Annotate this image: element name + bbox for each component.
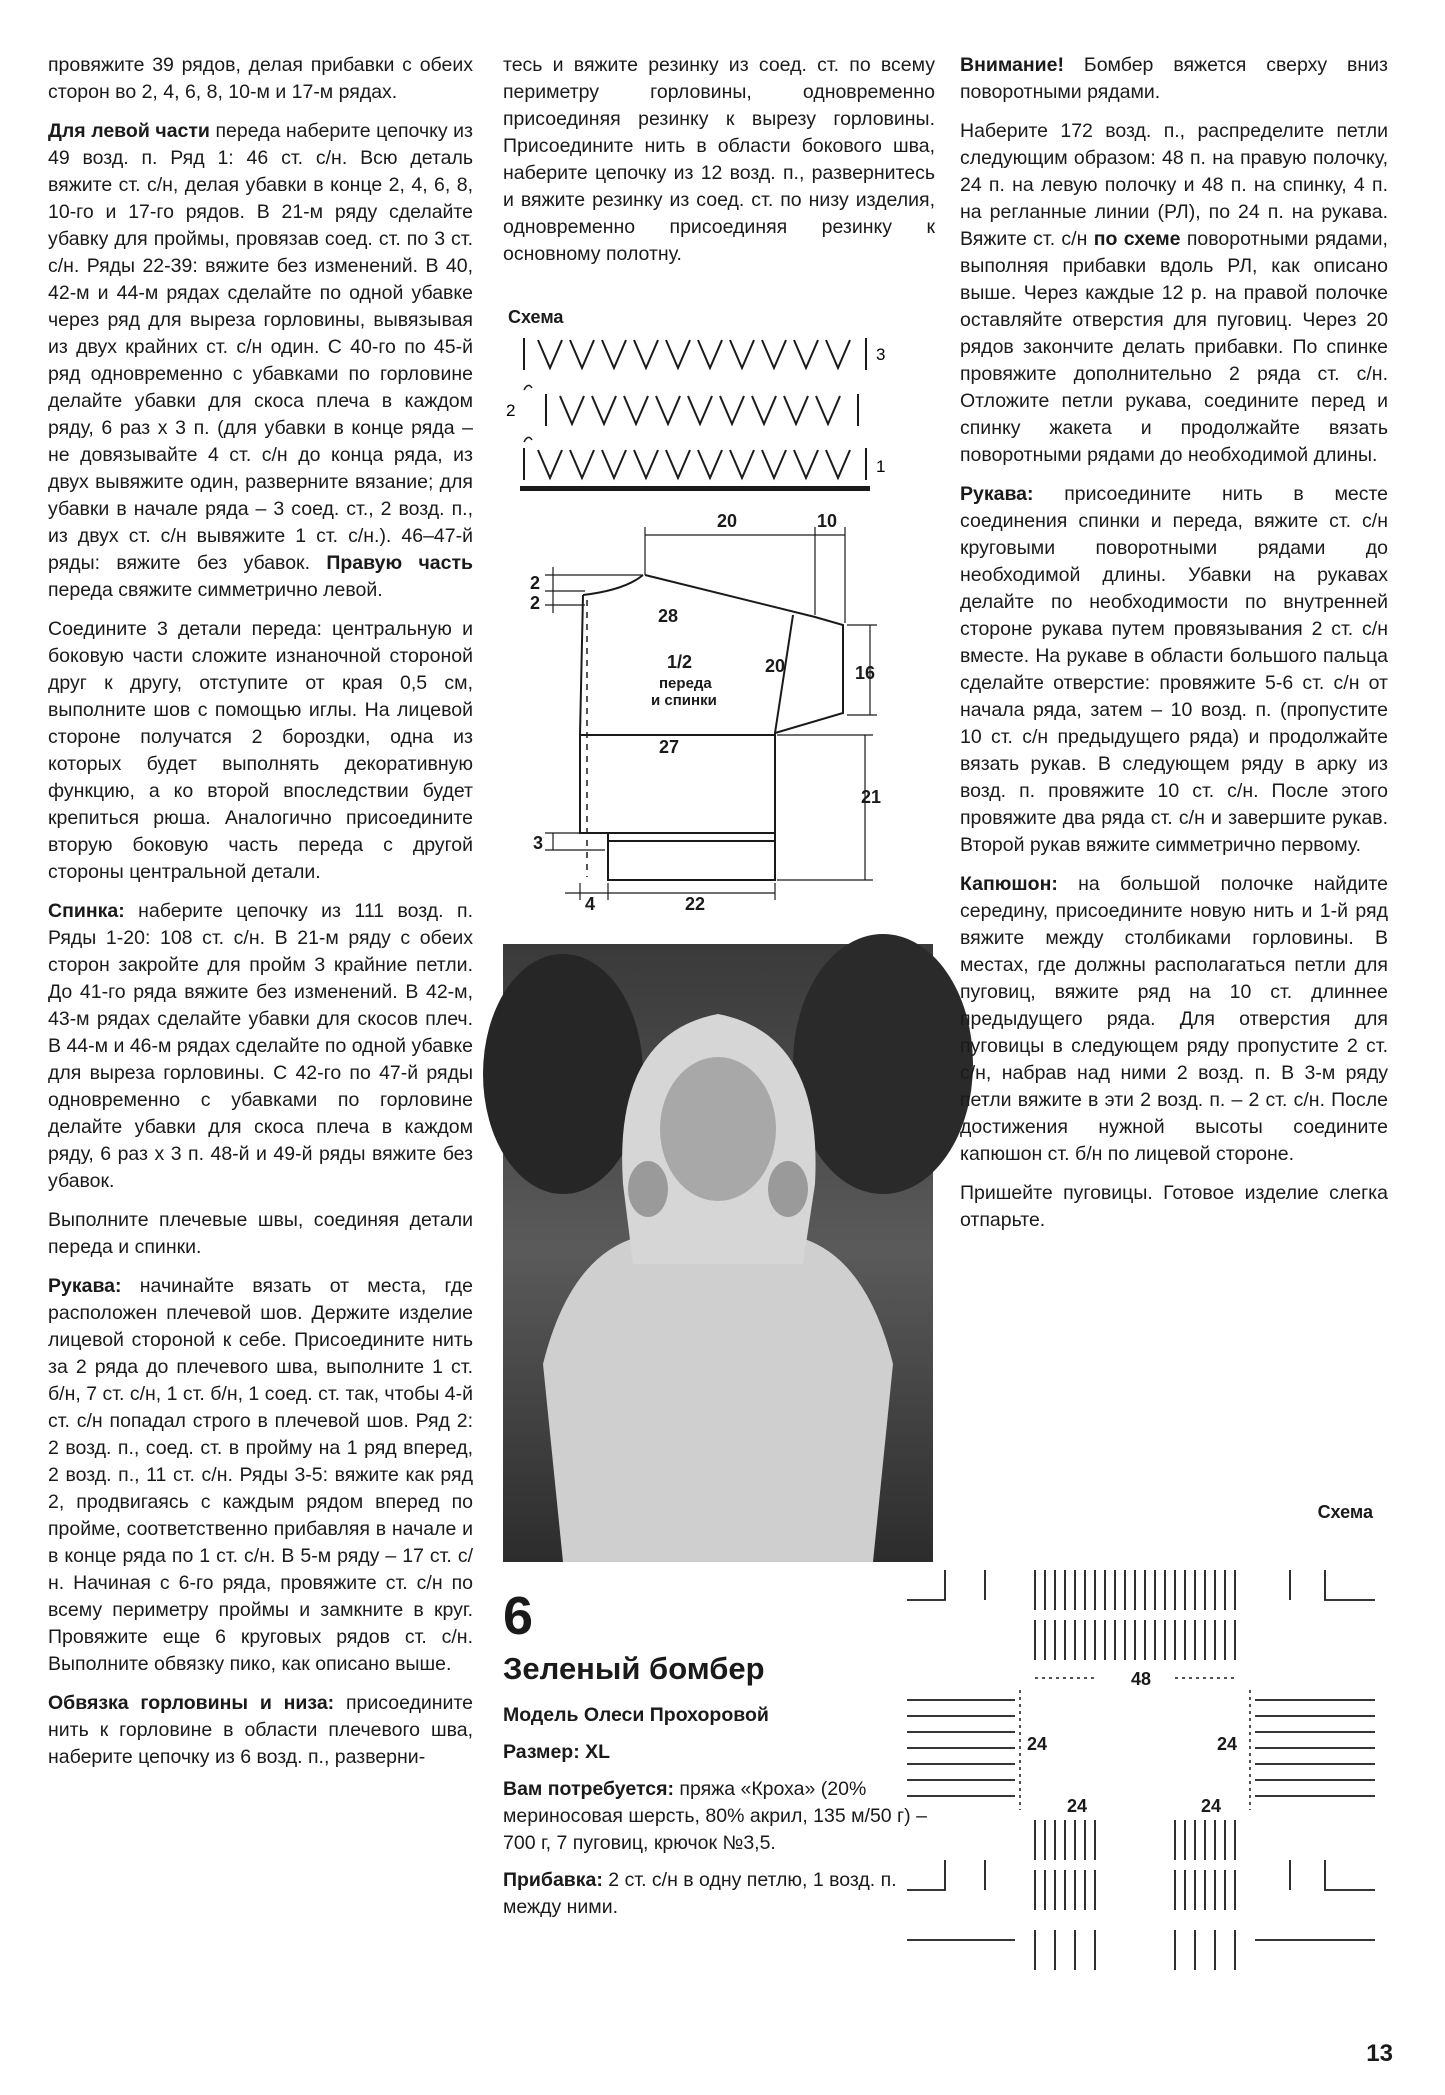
row-number-1: 1: [876, 457, 886, 476]
materials-label: Вам потребуется:: [503, 1778, 674, 1800]
dim-label: 21: [861, 787, 882, 807]
corner-mark: [1290, 1860, 1375, 1890]
piece-label: переда: [659, 675, 712, 692]
model-title: Зеленый бомбер: [503, 1651, 765, 1686]
text-column-3: [960, 52, 1388, 1246]
model-info: [503, 1588, 933, 1931]
chain-loop: [524, 437, 532, 442]
face-shape: [660, 1057, 776, 1201]
stitch-row-3: [538, 340, 850, 368]
text: Соедините 3 детали переда: центральную и боковую части сложите изнаночной стороной друг к другу, отступите от края 0,5 см, выполните шов с помощью иглы. На лицевой стороне получатся 2 бороздки, одна из которых будет выполнять декоративную функцию, а ко второй впоследствии будет крепиться рюша. Аналогично присоедините вторую боковую часть переда с другой стороны центральной детали.: [48, 618, 473, 883]
dim-label: 2: [530, 593, 541, 613]
heading-right-part: Правую часть: [326, 552, 473, 574]
dim-label: 20: [717, 511, 738, 531]
paragraph: [48, 1273, 473, 1678]
paragraph: [48, 898, 473, 1195]
text: переда наберите цепочку из 49 возд. п. Ряд 1: 46 ст. с/н. Всю деталь вяжите ст. с/н, делая убавки в конце 2, 4, 6, 8, 10-го и 17-го рядов. В 21-м ряду сделайте убавку для проймы, провязав соед. ст. по 3 ст. с/н. Ряды 22-39: вяжите без изменений. В 40, 42-м и 44-м рядах сделайте по одной убавке через ряд для выреза горловины, вывязывая из двух крайних ст. с/н один. С 40-го по 45-й ряд одновременно с убавками по горловине делайте убавки для скоса плеча в каждом ряду, 6 раз х 3 п. (для убавки в конце ряда – не довязывайте 4 ст. с/н до конца ряда, из двух вывяжите один, разверните вязание; для убавки в начале ряда – 3 соед. ст., 2 возд. п., из двух ст. с/н вывяжите 1 ст. с/н.). 46–47-й ряды: вяжите без убавок.: [48, 120, 473, 574]
schema-label: Схема: [508, 307, 564, 327]
materials-line: [503, 1776, 933, 1857]
schema-reference: по схеме: [1093, 228, 1181, 250]
paragraph: [960, 481, 1388, 859]
stitch-block-bottom-left: [1035, 1820, 1095, 1860]
text-column-2: [503, 52, 935, 280]
page-number: 13: [1366, 2040, 1393, 2067]
dim-label: 4: [585, 894, 596, 914]
chain-loop: [524, 385, 532, 390]
paragraph: [48, 616, 473, 886]
text-column-1: [48, 52, 473, 1783]
heading-hood: Капюшон:: [960, 873, 1058, 895]
paragraph: [960, 1180, 1388, 1234]
paragraph: [503, 52, 935, 268]
paragraph: [48, 52, 473, 106]
stitch-row-1: [538, 450, 850, 478]
text: переда свяжите симметрично левой.: [48, 579, 383, 601]
stitch-count: 24: [1027, 1734, 1048, 1754]
heading-neck-edging: Обвязка горловины и низа:: [48, 1692, 335, 1714]
stitch-schema: [506, 330, 920, 492]
corner-mark: [907, 1570, 985, 1600]
dim-label: 28: [658, 606, 679, 626]
bottom-stitches-right: [1175, 1930, 1375, 1970]
dim-label: 20: [765, 656, 786, 676]
text: Пришейте пуговицы. Готовое изделие слегка отпарьте.: [960, 1182, 1388, 1231]
attention-label: Внимание!: [960, 54, 1064, 76]
model-number: 6: [503, 1586, 534, 1646]
text: поворотными рядами, выполняя прибавки вдоль РЛ, как описано выше. Через каждые 12 р. на правой полочке оставляйте отверстия для пуговиц. Через 20 рядов закончите делать прибавки. По спинке провяжите дополнительно 2 ряда ст. с/н. Отложите петли рукава, соедините перед и спинку жакета и продолжайте вязать поворотными рядами до необходимой длины.: [960, 228, 1388, 466]
stitch-block-top-2: [1035, 1620, 1235, 1660]
neckline-curve: [583, 575, 643, 595]
stitch-block-top: [1035, 1570, 1235, 1610]
text: присоедините нить к горловине в области плечевого шва, наберите цепочку из 6 возд. п., разверни-: [48, 1692, 473, 1768]
dim-label: 27: [659, 737, 680, 757]
tree-shape: [793, 934, 973, 1194]
increase-line: [503, 1867, 933, 1921]
model-author: Модель Олеси Прохоровой: [503, 1704, 769, 1726]
paragraph: [48, 1207, 473, 1261]
dim-label: 2: [530, 573, 541, 593]
heading-back: Спинка:: [48, 900, 125, 922]
piece-label: 1/2: [667, 652, 693, 672]
paragraph: [960, 871, 1388, 1168]
dim-label: 16: [855, 663, 876, 683]
model-photo: [503, 944, 933, 1562]
stitch-count: 24: [1201, 1796, 1222, 1816]
stitch-rows-right: [1255, 1700, 1375, 1796]
stitch-block-bottom-left-2: [1035, 1870, 1095, 1910]
schema-label: Схема: [1317, 1502, 1373, 1522]
bottom-stitches-left: [907, 1930, 1095, 1970]
tree-shape: [483, 954, 643, 1194]
dim-label: 3: [533, 833, 544, 853]
sweater-shape: [543, 1234, 893, 1562]
increase-text: 2 ст. с/н в одну петлю, 1 возд. п. между ними.: [503, 1869, 897, 1918]
paragraph: [960, 52, 1388, 106]
row-number-3: 3: [876, 345, 886, 364]
dim-label: 22: [685, 894, 706, 914]
size-value: XL: [579, 1741, 611, 1763]
foundation-chain: [520, 486, 870, 491]
garment-pattern-diagram: [525, 505, 905, 915]
stitch-count: 24: [1217, 1734, 1238, 1754]
stitch-block-bottom-right-2: [1175, 1870, 1235, 1910]
text: Наберите 172 возд. п., распределите петли следующим образом: 48 п. на правую полочку, 24 п. на левую полочку и 48 п. на спинку, 4 п. на регланные линии (РЛ), по 24 п. на рукава. Вяжите ст. с/н: [960, 120, 1388, 250]
text: наберите цепочку из 111 возд. п. Ряды 1-20: 108 ст. с/н. В 21-м ряду с обеих сторон закройте для пройм 3 крайние петли. До 41-го ряда вяжите без изменений. В 42-м, 43-м рядах сделайте убавки для скосов плеч. В 44-м и 46-м рядах сделайте по одной убавке для выреза горловины. С 42-го по 47-й ряды одновременно с убавками по горловине делайте убавки для скоса плеча в каждом ряду, 6 раз х 3 п. 48-й и 49-й ряды вяжите без убавок.: [48, 900, 473, 1192]
heading-left-part: Для левой части: [48, 120, 210, 142]
text: начинайте вязать от места, где расположен плечевой шов. Держите изделие лицевой стороной к себе. Присоедините нить за 2 ряда до плечевого шва, выполните 1 ст. б/н, 7 ст. с/н, 1 ст. б/н, 1 соед. ст. так, чтобы 4-й ст. с/н попадал строго в плечевой шов. Ряд 2: 2 возд. п., соед. ст. в пройму на 1 ряд вперед, 2 возд. п., 11 ст. с/н. Ряды 3-5: вяжите как ряд 2, продвигаясь с каждым рядом вперед по пройме, соответственно прибавляя в начале и в конце ряда по 1 ст. с/н. В 5-м ряду – 17 ст. с/н. Начиная с 6-го ряда, провяжите ст. с/н по всему периметру проймы и замкните в круг. Провяжите еще 6 круговых рядов ст. с/н. Выполните обвязку пико, как описано выше.: [48, 1275, 473, 1675]
hand-shape: [628, 1161, 668, 1217]
stitch-rows-left: [907, 1700, 1015, 1796]
raglan-stitch-schema: [905, 1560, 1385, 1980]
paragraph: [48, 118, 473, 604]
text: присоедините нить в месте соединения спинки и переда, вяжите ст. с/н круговыми поворотными рядами до необходимой длины. Убавки на рукавах делайте по необходимости по внутренней стороне рукава путем провязывания 2 ст. с/н вместе. На рукаве в области большого пальца сделайте отверстие: провяжите 5-6 ст. с/н от начала ряда, затем – 10 возд. п. (пропустите 10 ст. с/н предыдущего ряда) и продолжайте вязать рукав. В следующем ряду в арку из возд. п. провяжите 10 ст. с/н. После этого провяжите два ряда ст. с/н и завершите рукав. Второй рукав вяжите симметрично первому.: [960, 483, 1388, 856]
corner-mark: [907, 1860, 985, 1890]
size-label: Размер:: [503, 1741, 580, 1763]
materials-text: пряжа «Кроха» (20% мериносовая шерсть, 80% акрил, 135 м/50 г) – 700 г, 7 пуговиц, крючок №3,5.: [503, 1778, 927, 1854]
heading-sleeves: Рукава:: [960, 483, 1034, 505]
text: Бомбер вяжется сверху вниз поворотными рядами.: [960, 54, 1388, 103]
size-line: [503, 1739, 933, 1766]
paragraph: [48, 1690, 473, 1771]
stitch-count: 24: [1067, 1796, 1088, 1816]
increase-label: Прибавка:: [503, 1869, 603, 1891]
text: Выполните плечевые швы, соединяя детали переда и спинки.: [48, 1209, 473, 1258]
text: провяжите 39 рядов, делая прибавки с обеих сторон во 2, 4, 6, 8, 10-м и 17-м рядах.: [48, 54, 473, 103]
text: тесь и вяжите резинку из соед. ст. по всему периметру горловины, одновременно присоединяя резинку к вырезу горловины. Присоедините нить в области бокового шва, наберите цепочку из 12 возд. п., развернитесь и вяжите резинку из соед. ст. по низу изделия, одновременно присоединяя резинку к основному полотну.: [503, 54, 935, 265]
row-number-2: 2: [506, 401, 516, 420]
paragraph: [960, 118, 1388, 469]
stitch-row-2: [560, 396, 840, 424]
text: на большой полочке найдите середину, присоедините новую нить и 1-й ряд вяжите между столбиками горловины. В местах, где должны располагаться петли для пуговиц, вяжите ряд на 10 ст. длиннее предыдущего ряда. Для отверстия для пуговицы в следующем ряду пропустите 2 ст. с/н, набрав над ними 2 возд. п. В 3-м ряду петли вяжите в эти 2 возд. п. – 2 ст. с/н. После достижения нужной высоты соедините капюшон ст. б/н по лицевой стороне.: [960, 873, 1388, 1165]
corner-mark: [1290, 1570, 1375, 1600]
dim-label: 10: [817, 511, 838, 531]
stitch-count: 48: [1131, 1669, 1152, 1689]
piece-label: и спинки: [651, 692, 717, 709]
stitch-block-bottom-right: [1175, 1820, 1235, 1860]
hand-shape: [768, 1161, 808, 1217]
heading-sleeves: Рукава:: [48, 1275, 122, 1297]
